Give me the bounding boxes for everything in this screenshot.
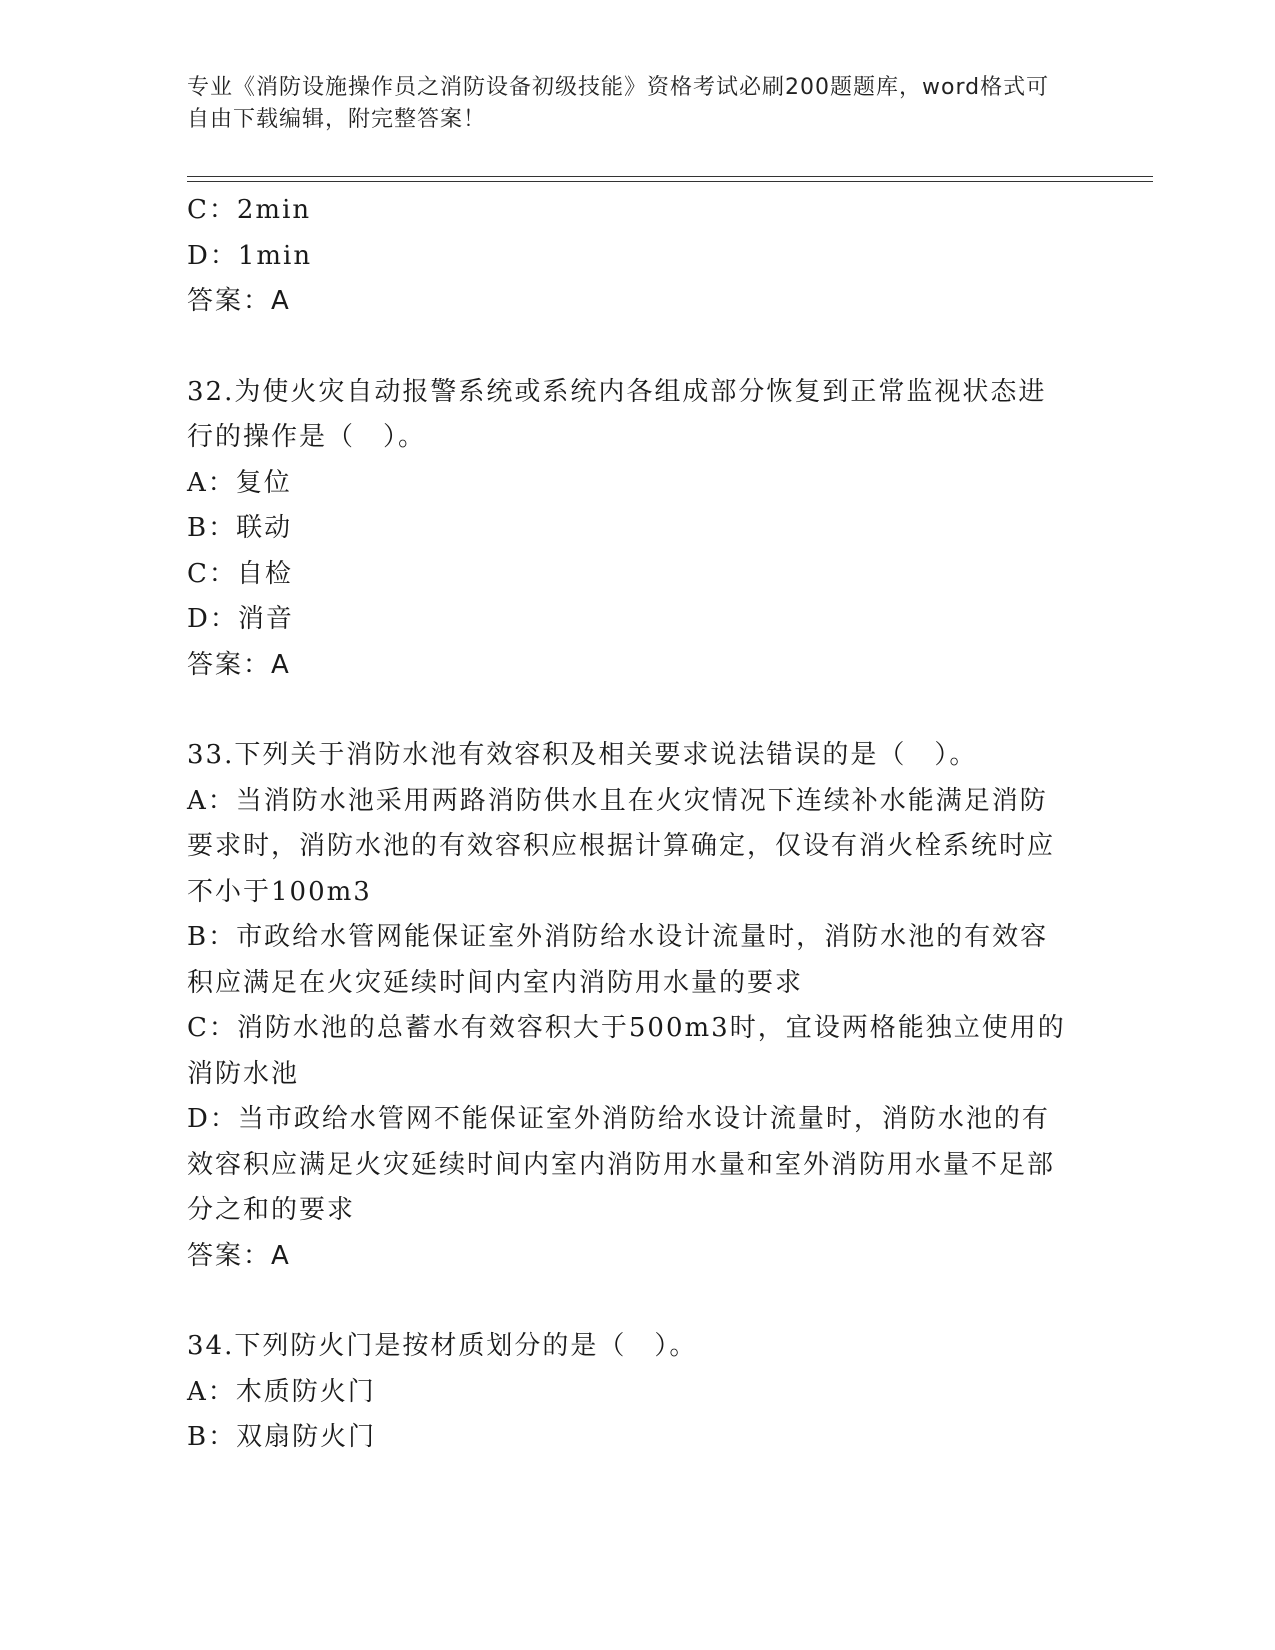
spacer (187, 1279, 1067, 1324)
option-a: A：复位 (187, 467, 292, 498)
spacer (187, 688, 1067, 733)
option-c: C：自检 (187, 558, 293, 589)
option-b: B：联动 (187, 513, 293, 543)
option-a: A：当消防水池采用两路消防供水且在火灾情况下连续补水能满足消防要求时，消防水池的有效容积应根据计算确定，仅设有消火栓系统时应不小于100m3 (187, 785, 1056, 907)
page-header (187, 72, 1067, 136)
option-d: D：1min (187, 240, 313, 271)
answer-label: 答案：A (187, 1240, 291, 1271)
answer-label: 答案：A (187, 649, 291, 680)
header-divider (187, 176, 1153, 182)
option-b: B：市政给水管网能保证室外消防给水设计流量时，消防水池的有效容积应满足在火灾延续时间内室内消防用水量的要求 (187, 922, 1049, 998)
option-a: A：木质防火门 (187, 1376, 376, 1407)
question-32 (187, 370, 1067, 689)
answer-label: 答案：A (187, 286, 291, 316)
question-34 (187, 1324, 1067, 1461)
question-stem: 33.下列关于消防水池有效容积及相关要求说法错误的是（ ）。 (187, 740, 978, 770)
question-stem: 32.为使火灾自动报警系统或系统内各组成部分恢复到正常监视状态进行的操作是（ ）。 (187, 376, 1047, 452)
option-c: C：2min (187, 195, 312, 225)
spacer (187, 325, 1067, 370)
question-33 (187, 733, 1067, 1279)
question-list (187, 188, 1067, 1461)
option-d: D：当市政给水管网不能保证室外消防给水设计流量时，消防水池的有效容积应满足火灾延续时间内室内消防用水量和室外消防用水量不足部分之和的要求 (187, 1104, 1056, 1225)
question-stem: 34.下列防火门是按材质划分的是（ ）。 (187, 1331, 698, 1361)
question-continuation (187, 188, 1067, 325)
document-title: 专业《消防设施操作员之消防设备初级技能》资格考试必刷200题题库，word格式可自由下载编辑，附完整答案！ (187, 75, 1050, 132)
option-c: C：消防水池的总蓄水有效容积大于500m3时，宜设两格能独立使用的消防水池 (187, 1013, 1066, 1089)
option-b: B：双扇防火门 (187, 1422, 377, 1452)
option-d: D：消音 (187, 604, 294, 634)
